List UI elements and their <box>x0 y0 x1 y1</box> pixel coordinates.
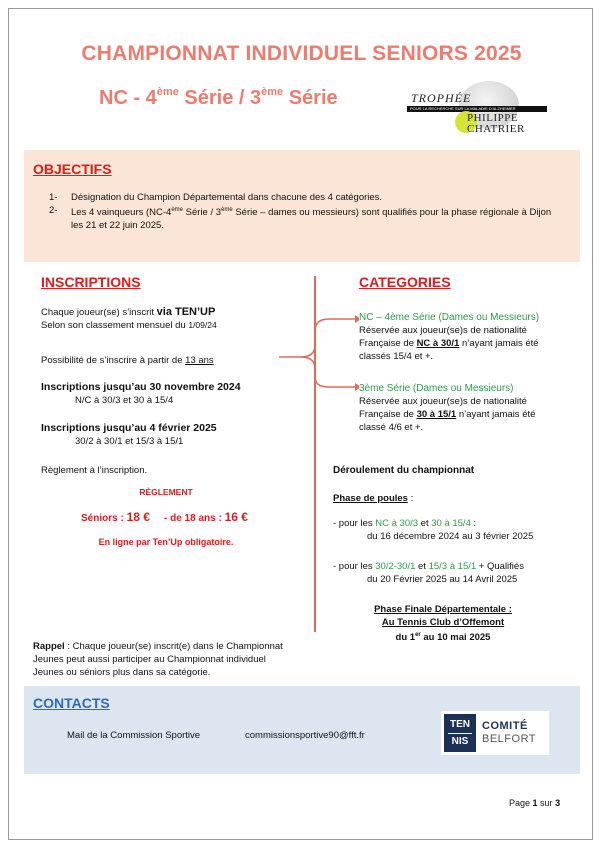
category-title: 3ème Série (Dames ou Messieurs) <box>359 383 514 394</box>
page-number <box>509 797 560 810</box>
logo-trophee-text: TROPHÉE <box>411 91 472 105</box>
text: Selon son classement mensuel du <box>41 320 189 331</box>
logo-name <box>467 113 525 135</box>
phase-poules-label <box>333 492 413 505</box>
logo-name-line: CHATRIER <box>467 123 525 135</box>
category-3eme <box>359 382 589 434</box>
text-sup: er <box>415 632 421 638</box>
deadline-2 <box>41 422 217 448</box>
text: Possibilité de s’inscrire à partir de <box>41 355 186 366</box>
text: - pour les <box>333 561 376 572</box>
tennis-logo-icon <box>444 714 476 752</box>
category-text <box>359 408 589 421</box>
text: : <box>407 493 414 504</box>
text: : <box>470 518 477 529</box>
poule-dates: du 20 Février 2025 au 14 Avril 2025 <box>367 574 518 585</box>
rappel-line <box>33 640 323 653</box>
text: : Chaque joueur(se) inscrit(e) dans le Championnat <box>64 641 283 652</box>
contacts-heading: CONTACTS <box>33 695 110 711</box>
logo-nis: NIS <box>451 736 469 747</box>
text: n’ayant jamais été <box>456 409 536 420</box>
final-title: Phase Finale Départementale : <box>374 604 512 615</box>
objectifs-list <box>49 191 569 232</box>
ranking-range: 15/3 à 15/1 <box>428 561 477 572</box>
ranking-range: 30/2-30/1 <box>375 561 416 572</box>
text: Page <box>509 798 533 808</box>
document-page <box>8 8 593 840</box>
rappel-note <box>33 640 323 679</box>
objectifs-heading: OBJECTIFS <box>33 161 112 177</box>
category-range: 30 à 15/1 <box>416 409 457 420</box>
category-title: NC – 4ème Série (Dames ou Messieurs) <box>359 312 540 323</box>
logo-text <box>482 720 536 746</box>
category-text: classés 15/4 et +. <box>359 351 434 362</box>
text: Française de <box>359 338 417 349</box>
text: Française de <box>359 409 417 420</box>
comite-belfort-logo <box>441 711 549 755</box>
text: + Qualifiés <box>476 561 524 572</box>
price-value: 16 € <box>224 510 248 524</box>
text: et <box>418 518 432 529</box>
logo-name-line: PHILIPPE <box>467 112 519 124</box>
price-value: 18 € <box>126 510 150 524</box>
price-label: Séniors : <box>81 513 127 524</box>
list-text: Série – dames ou messieurs) sont qualifiés pour la phase régionale à Dijon <box>232 207 552 219</box>
category-nc-4eme <box>359 311 589 363</box>
arrow-lower <box>301 357 355 387</box>
classement-date: 1/09/24 <box>188 320 217 330</box>
phase-finale <box>333 603 553 644</box>
deadline-title: Inscriptions jusqu’au 4 février 2025 <box>41 422 217 434</box>
inscriptions-intro <box>41 306 311 332</box>
price-young <box>164 510 248 524</box>
reglement-heading: RÈGLEMENT <box>139 487 193 497</box>
subtitle-part: NC - 4 <box>99 87 157 109</box>
logo-ten: TEN <box>450 719 470 730</box>
inscription-line <box>41 306 311 319</box>
rappel-line: Jeunes ou séniors plus dans sa catégorie. <box>33 667 211 678</box>
deroulement-heading: Déroulement du championnat <box>333 465 475 476</box>
category-range: NC à 30/1 <box>416 338 460 349</box>
list-sup: ème <box>221 207 233 213</box>
deadline-title: Inscriptions jusqu’au 30 novembre 2024 <box>41 381 241 393</box>
ranking-range: NC à 30/3 <box>375 518 419 529</box>
deadline-detail: N/C à 30/3 et 30 à 15/4 <box>75 395 174 406</box>
text: sur <box>537 798 556 808</box>
subtitle-part: Série / 3 <box>178 87 262 109</box>
list-number: 1- <box>49 192 58 203</box>
logo-comite: COMITÉ <box>482 720 528 732</box>
category-text: Réservée aux joueur(se)s de nationalité <box>359 396 527 407</box>
poule-group-2 <box>333 560 583 586</box>
trophee-philippe-chatrier-logo <box>407 81 547 139</box>
text: du 1 <box>395 632 416 644</box>
text: - pour les <box>333 518 376 529</box>
age-line <box>41 354 214 367</box>
list-text: Série / 3 <box>183 207 222 219</box>
list-item <box>49 191 569 204</box>
final-dates <box>333 629 553 644</box>
mail-label: Mail de la Commission Sportive <box>67 730 201 741</box>
list-sup: ème <box>171 207 183 213</box>
branch-arrows-graphic <box>279 307 359 397</box>
page-current: 1 <box>532 798 538 808</box>
poule-group-1 <box>333 517 583 543</box>
arrow-upper <box>279 319 355 357</box>
subtitle-sup: ème <box>156 86 179 98</box>
page-total: 3 <box>555 798 561 808</box>
list-item <box>49 204 569 232</box>
document-title: CHAMPIONNAT INDIVIDUEL SENIORS 2025 <box>81 42 522 65</box>
deadline-1 <box>41 381 241 407</box>
tenup-mention: via TEN’UP <box>156 306 216 318</box>
list-text: Les 4 vainqueurs (NC-4 <box>71 207 172 219</box>
categories-heading: CATEGORIES <box>359 274 451 290</box>
price-seniors <box>81 510 150 524</box>
mail-link[interactable]: commissionsportive90@fft.fr <box>245 730 365 741</box>
price-label: - de 18 ans : <box>164 513 225 524</box>
subtitle-part: Série <box>283 87 338 109</box>
final-place: Au Tennis Club d’Offemont <box>381 617 505 628</box>
text: au 10 mai 2025 <box>420 632 491 644</box>
list-number: 2- <box>49 205 58 216</box>
inscription-line <box>41 319 311 332</box>
document-subtitle <box>99 86 338 110</box>
subtitle-sup: ème <box>261 86 284 98</box>
poule-dates: du 16 décembre 2024 au 3 février 2025 <box>367 531 534 542</box>
rappel-label: Rappel <box>33 641 65 652</box>
poule-line <box>333 517 583 530</box>
ranking-range: 30 à 15/4 <box>431 518 471 529</box>
category-text: Réservée aux joueur(se)s de nationalité <box>359 325 527 336</box>
text: Chaque joueur(se) s’inscrit <box>41 307 157 318</box>
inscriptions-heading: INSCRIPTIONS <box>41 274 141 290</box>
rappel-line: Jeunes peut aussi participer au Championnat individuel <box>33 654 266 665</box>
phase-label: Phase de poules <box>333 493 408 504</box>
list-text: Désignation du Champion Départemental dans chacune des 4 catégories. <box>71 192 383 203</box>
text: et <box>415 561 429 572</box>
deadline-detail: 30/2 à 30/1 et 15/3 à 15/1 <box>75 436 184 447</box>
age-value: 13 ans <box>185 355 214 366</box>
logo-belfort: BELFORT <box>482 733 537 745</box>
category-text <box>359 337 589 350</box>
payment-line: Règlement à l’inscription. <box>41 465 148 476</box>
text: n’ayant jamais été <box>459 338 539 349</box>
online-mention: En ligne par Ten’Up obligatoire. <box>98 537 234 547</box>
category-text: classé 4/6 et +. <box>359 422 424 433</box>
logo-band-text: POUR LA RECHERCHE SUR LA MALADIE D'ALZHEIMER <box>407 106 547 112</box>
poule-line <box>333 560 583 573</box>
list-text: les 21 et 22 juin 2025. <box>71 220 164 232</box>
